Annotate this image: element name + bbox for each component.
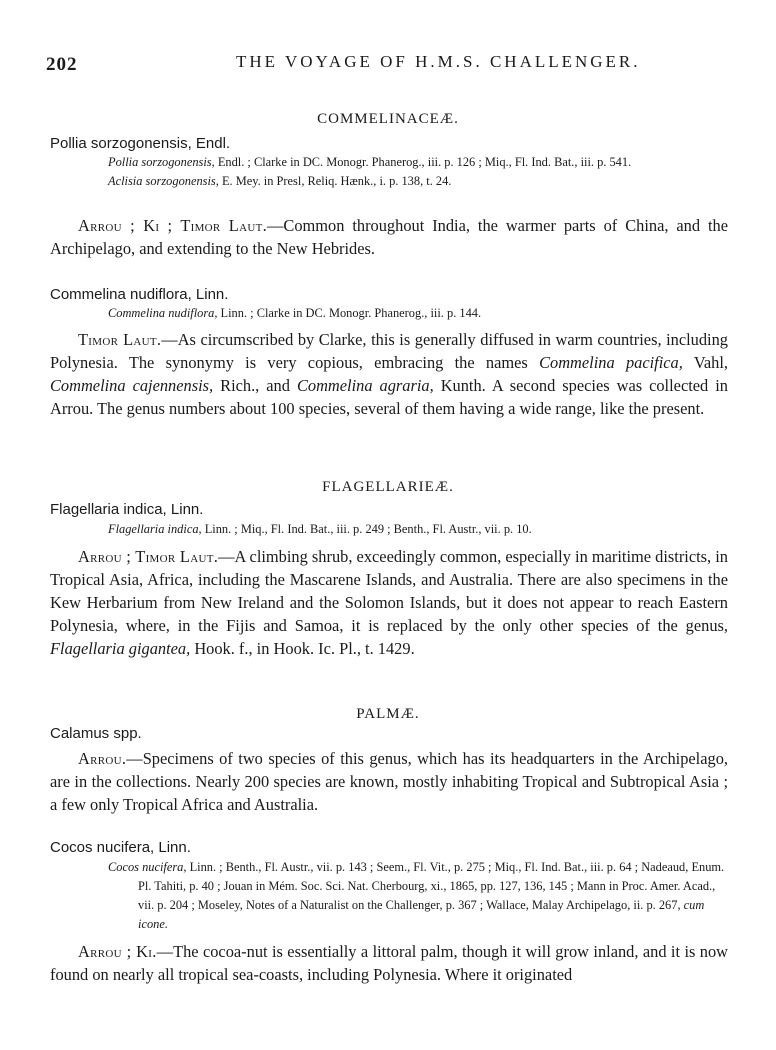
reference-line: Pollia sorzogonensis, Endl. ; Clarke in DC. Monogr. Phanerog., iii. p. 126 ; Miq., Fl. Ind. Bat., iii. p. 541. bbox=[108, 155, 632, 169]
paragraph-flagellaria: Arrou ; Timor Laut.—A climbing shrub, exceedingly common, especially in maritime districts, in Tropical Asia, Africa, including the Mascarene Islands, and Australia. There are also specimens in the Kew Herbarium from New Ireland and the Solomon Islands, but it does not appear to reach Eastern Polynesia, where, in the Fijis and Samoa, it is replaced by the only other species of the genus, Flagellaria gigantea, Hook. f., in Hook. Ic. Pl., t. 1429. bbox=[50, 547, 728, 658]
locality: Arrou. bbox=[78, 749, 127, 768]
synonym-references-pollia bbox=[108, 153, 733, 191]
locality: Arrou ; Timor Laut. bbox=[78, 547, 219, 566]
reference-line: Cocos nucifera, Linn. ; Benth., Fl. Austr., vii. p. 143 ; Seem., Fl. Vit., p. 275 ; Miq., Fl. Ind. Bat., iii. p. 64 ; Nadeaud, Enum. Pl. Tahiti, p. 40 ; Jouan in Mém. Soc. Sci. Nat. Cherbourg, xi., 1865, pp. 127, 136, 145 ; Mann in Proc. Amer. Acad., vii. p. 204 ; Moseley, Notes of a Naturalist on the Challenger, p. 367 ; Wallace, Malay Archipelago, ii. p. 267, cum icone. bbox=[108, 860, 725, 931]
synonym-references-commelina bbox=[108, 304, 733, 323]
paragraph-calamus: Arrou.—Specimens of two species of this genus, which has its headquarters in the Archipelago, are in the collections. Nearly 200 species are known, mostly inhabiting Tropical and Subtropical Asia ; a few only Tropical Africa and Australia. bbox=[50, 749, 728, 814]
paragraph-commelina: Timor Laut.—As circumscribed by Clarke, this is generally diffused in warm countries, including Polynesia. The synonymy is very copious, embracing the names Commelina pacifica, Vahl, Commelina cajennensis, Rich., and Commelina agraria, Kunth. A second species was collected in Arrou. The genus numbers about 100 species, several of them having a wide range, like the present. bbox=[50, 330, 728, 418]
species-name-pollia: Pollia sorzogonensis, Endl. bbox=[50, 135, 231, 152]
family-heading-palmae: PALMÆ. bbox=[356, 706, 420, 722]
family-heading-flagellarieae: FLAGELLARIEÆ. bbox=[322, 479, 454, 495]
reference-line: Flagellaria indica, Linn. ; Miq., Fl. Ind. Bat., iii. p. 249 ; Benth., Fl. Austr., vii. p. 10. bbox=[108, 522, 532, 536]
running-header bbox=[0, 44, 776, 72]
species-name-cocos: Cocos nucifera, Linn. bbox=[50, 839, 191, 856]
locality: Timor Laut. bbox=[78, 330, 162, 349]
reference-line: Aclisia sorzogonensis, E. Mey. in Presl, Reliq. Hænk., i. p. 138, t. 24. bbox=[108, 174, 452, 188]
paragraph-pollia: Arrou ; Ki ; Timor Laut.—Common throughout India, the warmer parts of China, and the Archipelago, and extending to the New Hebrides. bbox=[50, 216, 728, 258]
locality: Arrou ; Ki. bbox=[78, 942, 157, 961]
reference-line: Commelina nudiflora, Linn. ; Clarke in DC. Monogr. Phanerog., iii. p. 144. bbox=[108, 306, 482, 320]
page-number: 202 bbox=[46, 54, 78, 72]
family-heading-commelinaceae: COMMELINACEÆ. bbox=[317, 111, 459, 127]
running-title: THE VOYAGE OF H.M.S. CHALLENGER. bbox=[236, 52, 641, 71]
species-name-commelina: Commelina nudiflora, Linn. bbox=[50, 286, 229, 303]
synonym-references-flagellaria bbox=[108, 520, 733, 539]
species-name-calamus: Calamus spp. bbox=[50, 725, 142, 742]
species-name-flagellaria: Flagellaria indica, Linn. bbox=[50, 501, 204, 518]
synonym-references-cocos bbox=[108, 858, 733, 934]
paragraph-cocos: Arrou ; Ki.—The cocoa-nut is essentially a littoral palm, though it will grow inland, and it is now found on nearly all tropical sea-coasts, including Polynesia. Where it originated bbox=[50, 942, 729, 984]
locality: Arrou ; Ki ; Timor Laut. bbox=[78, 216, 267, 235]
